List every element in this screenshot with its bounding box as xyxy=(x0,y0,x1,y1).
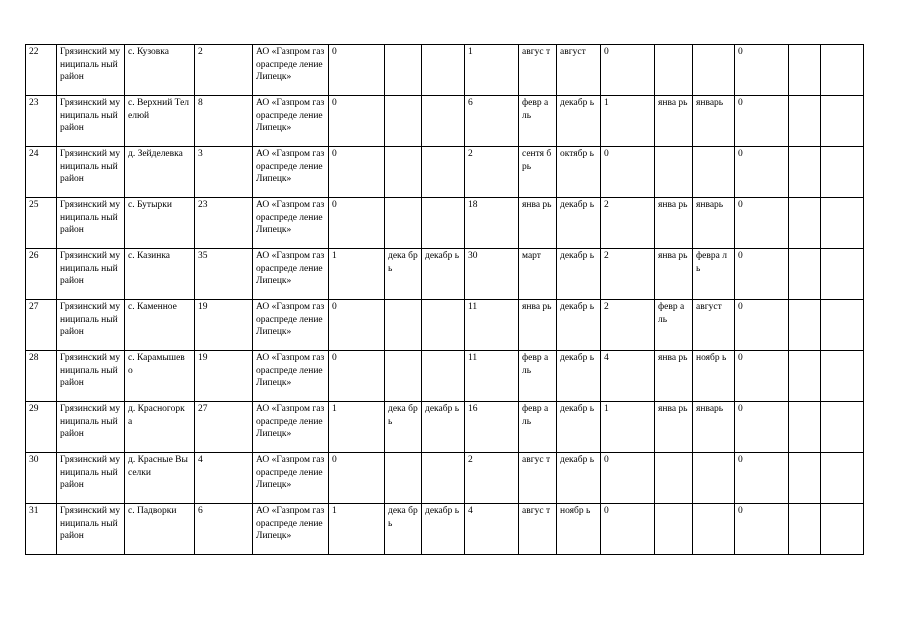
table-cell: 11 xyxy=(465,300,519,351)
table-cell xyxy=(821,351,864,402)
table-cell: АО «Газпром газораспреде ление Липецк» xyxy=(253,453,329,504)
table-cell xyxy=(693,147,735,198)
table-cell: 0 xyxy=(601,45,655,96)
table-cell: декабр ь xyxy=(557,300,601,351)
table-row xyxy=(26,351,864,402)
table-cell xyxy=(385,96,422,147)
table-cell: декабр ь xyxy=(557,453,601,504)
table-cell: февр аль xyxy=(655,300,693,351)
table-cell: 1 xyxy=(329,504,385,555)
table-cell xyxy=(789,453,821,504)
table-cell: 0 xyxy=(735,198,789,249)
table-cell xyxy=(821,198,864,249)
table-cell: янва рь xyxy=(655,96,693,147)
table-cell: январь xyxy=(693,402,735,453)
table-cell: 1 xyxy=(601,402,655,453)
table-cell xyxy=(385,198,422,249)
table-cell: 1 xyxy=(329,402,385,453)
table-cell: 24 xyxy=(26,147,57,198)
table-cell: Грязинский муниципаль ный район xyxy=(57,504,125,555)
table-cell: декабр ь xyxy=(422,249,465,300)
table-cell xyxy=(693,45,735,96)
table-cell: декабр ь xyxy=(557,198,601,249)
table-row xyxy=(26,249,864,300)
table-row xyxy=(26,147,864,198)
table-cell: 0 xyxy=(601,453,655,504)
table-cell xyxy=(422,96,465,147)
table-cell: август xyxy=(693,300,735,351)
table-cell xyxy=(385,351,422,402)
table-cell: 0 xyxy=(735,453,789,504)
table-cell xyxy=(693,453,735,504)
table-cell xyxy=(789,198,821,249)
table-cell: АО «Газпром газораспреде ление Липецк» xyxy=(253,402,329,453)
table-cell: январь xyxy=(693,198,735,249)
table-cell: 22 xyxy=(26,45,57,96)
table-cell: 28 xyxy=(26,351,57,402)
table-cell: АО «Газпром газораспреде ление Липецк» xyxy=(253,147,329,198)
table-cell xyxy=(422,198,465,249)
table-cell: 0 xyxy=(601,504,655,555)
table-cell xyxy=(821,453,864,504)
table-cell: 0 xyxy=(329,300,385,351)
table-cell: 0 xyxy=(329,453,385,504)
table-cell: с. Кузовка xyxy=(125,45,195,96)
table-cell xyxy=(789,504,821,555)
table-cell: 31 xyxy=(26,504,57,555)
table-cell: дека брь xyxy=(385,504,422,555)
table-cell: 2 xyxy=(601,198,655,249)
table-cell: январь xyxy=(693,96,735,147)
table-cell xyxy=(789,402,821,453)
table-row xyxy=(26,96,864,147)
table-cell: сентя брь xyxy=(519,147,557,198)
table-cell: 19 xyxy=(195,300,253,351)
table-cell xyxy=(385,453,422,504)
table-row xyxy=(26,402,864,453)
table-cell: д. Красные Выселки xyxy=(125,453,195,504)
table-row xyxy=(26,453,864,504)
table-cell: АО «Газпром газораспреде ление Липецк» xyxy=(253,504,329,555)
table-cell xyxy=(821,147,864,198)
table-cell: 35 xyxy=(195,249,253,300)
table-cell: февр аль xyxy=(519,351,557,402)
table-cell: авгус т xyxy=(519,45,557,96)
table-cell: 1 xyxy=(329,249,385,300)
table-row xyxy=(26,504,864,555)
table-cell: ноябр ь xyxy=(693,351,735,402)
table-cell: декабр ь xyxy=(557,249,601,300)
table-cell: дека брь xyxy=(385,402,422,453)
table-cell xyxy=(821,96,864,147)
table-cell: янва рь xyxy=(655,249,693,300)
table-cell: декабр ь xyxy=(557,96,601,147)
table-cell: 0 xyxy=(329,198,385,249)
table-cell: с. Верхний Телелюй xyxy=(125,96,195,147)
table-cell: д. Зейделевка xyxy=(125,147,195,198)
table-cell: 0 xyxy=(735,504,789,555)
table-cell: 19 xyxy=(195,351,253,402)
table-cell: 6 xyxy=(195,504,253,555)
table-cell: янва рь xyxy=(519,300,557,351)
table-cell: янва рь xyxy=(519,198,557,249)
table-cell: август xyxy=(557,45,601,96)
table-cell: с. Каменное xyxy=(125,300,195,351)
table-cell: АО «Газпром газораспреде ление Липецк» xyxy=(253,96,329,147)
table-cell: Грязинский муниципаль ный район xyxy=(57,249,125,300)
table-cell: 0 xyxy=(329,351,385,402)
table-cell: янва рь xyxy=(655,198,693,249)
table-cell xyxy=(821,45,864,96)
table-cell: янва рь xyxy=(655,351,693,402)
table-cell: 29 xyxy=(26,402,57,453)
table-cell: 27 xyxy=(195,402,253,453)
table-cell: 0 xyxy=(735,300,789,351)
table-cell: янва рь xyxy=(655,402,693,453)
table-cell: Грязинский муниципаль ный район xyxy=(57,453,125,504)
table-cell: дека брь xyxy=(385,249,422,300)
table-cell: 26 xyxy=(26,249,57,300)
table-cell: 25 xyxy=(26,198,57,249)
table-cell: 0 xyxy=(329,96,385,147)
table-cell: 0 xyxy=(735,249,789,300)
table-cell: АО «Газпром газораспреде ление Липецк» xyxy=(253,300,329,351)
table-cell: Грязинский муниципаль ный район xyxy=(57,300,125,351)
table-cell: 11 xyxy=(465,351,519,402)
table-cell: 16 xyxy=(465,402,519,453)
table-cell: 0 xyxy=(601,147,655,198)
table-cell: с. Бутырки xyxy=(125,198,195,249)
data-table xyxy=(25,44,864,555)
table-row xyxy=(26,300,864,351)
table-cell xyxy=(422,147,465,198)
table-cell xyxy=(655,504,693,555)
table-cell: авгус т xyxy=(519,453,557,504)
table-cell: 2 xyxy=(465,453,519,504)
table-cell: март xyxy=(519,249,557,300)
table-cell: 4 xyxy=(465,504,519,555)
table-cell: 1 xyxy=(465,45,519,96)
table-cell: д. Красногорк а xyxy=(125,402,195,453)
table-cell: Грязинский муниципаль ный район xyxy=(57,96,125,147)
table-cell xyxy=(789,45,821,96)
table-cell: Грязинский муниципаль ный район xyxy=(57,45,125,96)
table-cell: 23 xyxy=(26,96,57,147)
table-cell xyxy=(821,300,864,351)
table-cell xyxy=(422,300,465,351)
table-cell xyxy=(789,147,821,198)
table-cell: авгус т xyxy=(519,504,557,555)
table-row xyxy=(26,45,864,96)
table-cell: февр аль xyxy=(519,96,557,147)
table-cell: 2 xyxy=(601,249,655,300)
table-cell: декабр ь xyxy=(557,402,601,453)
table-cell: 1 xyxy=(601,96,655,147)
table-cell xyxy=(821,249,864,300)
table-row xyxy=(26,198,864,249)
table-cell: 2 xyxy=(465,147,519,198)
table-cell: февра ль xyxy=(693,249,735,300)
table-cell xyxy=(821,504,864,555)
table-cell xyxy=(821,402,864,453)
table-cell: с. Казинка xyxy=(125,249,195,300)
table-cell: АО «Газпром газораспреде ление Липецк» xyxy=(253,249,329,300)
table-cell: с. Карамышев о xyxy=(125,351,195,402)
table-cell xyxy=(655,45,693,96)
table-cell: 0 xyxy=(735,147,789,198)
table-cell xyxy=(789,351,821,402)
table-cell: АО «Газпром газораспреде ление Липецк» xyxy=(253,351,329,402)
table-cell: декабр ь xyxy=(557,351,601,402)
table-cell: 6 xyxy=(465,96,519,147)
table-cell: 4 xyxy=(601,351,655,402)
table-cell: 18 xyxy=(465,198,519,249)
table-cell xyxy=(385,300,422,351)
table-cell: 0 xyxy=(735,96,789,147)
table-cell: 0 xyxy=(329,147,385,198)
table-cell: с. Падворки xyxy=(125,504,195,555)
table-cell: 27 xyxy=(26,300,57,351)
table-cell: 0 xyxy=(735,45,789,96)
table-cell: 2 xyxy=(195,45,253,96)
table-body xyxy=(26,45,864,555)
table-cell: декабр ь xyxy=(422,504,465,555)
table-cell xyxy=(422,453,465,504)
table-cell xyxy=(789,96,821,147)
table-cell: Грязинский муниципаль ный район xyxy=(57,147,125,198)
table-cell: АО «Газпром газораспреде ление Липецк» xyxy=(253,45,329,96)
table-cell: 3 xyxy=(195,147,253,198)
table-cell xyxy=(693,504,735,555)
table-cell: АО «Газпром газораспреде ление Липецк» xyxy=(253,198,329,249)
table-cell: 23 xyxy=(195,198,253,249)
table-cell xyxy=(789,249,821,300)
table-cell: 30 xyxy=(26,453,57,504)
table-cell xyxy=(385,147,422,198)
table-cell: 0 xyxy=(329,45,385,96)
table-cell: 30 xyxy=(465,249,519,300)
table-cell xyxy=(789,300,821,351)
table-cell: ноябр ь xyxy=(557,504,601,555)
table-cell: Грязинский муниципаль ный район xyxy=(57,351,125,402)
table-cell: 8 xyxy=(195,96,253,147)
table-cell: Грязинский муниципаль ный район xyxy=(57,198,125,249)
table-cell xyxy=(422,351,465,402)
table-cell xyxy=(655,453,693,504)
table-cell: 0 xyxy=(735,402,789,453)
table-cell xyxy=(655,147,693,198)
table-cell: декабр ь xyxy=(422,402,465,453)
table-cell: 4 xyxy=(195,453,253,504)
table-cell xyxy=(385,45,422,96)
table-cell: февр аль xyxy=(519,402,557,453)
table-cell xyxy=(422,45,465,96)
table-cell: октябр ь xyxy=(557,147,601,198)
table-cell: Грязинский муниципаль ный район xyxy=(57,402,125,453)
table-cell: 0 xyxy=(735,351,789,402)
table-cell: 2 xyxy=(601,300,655,351)
